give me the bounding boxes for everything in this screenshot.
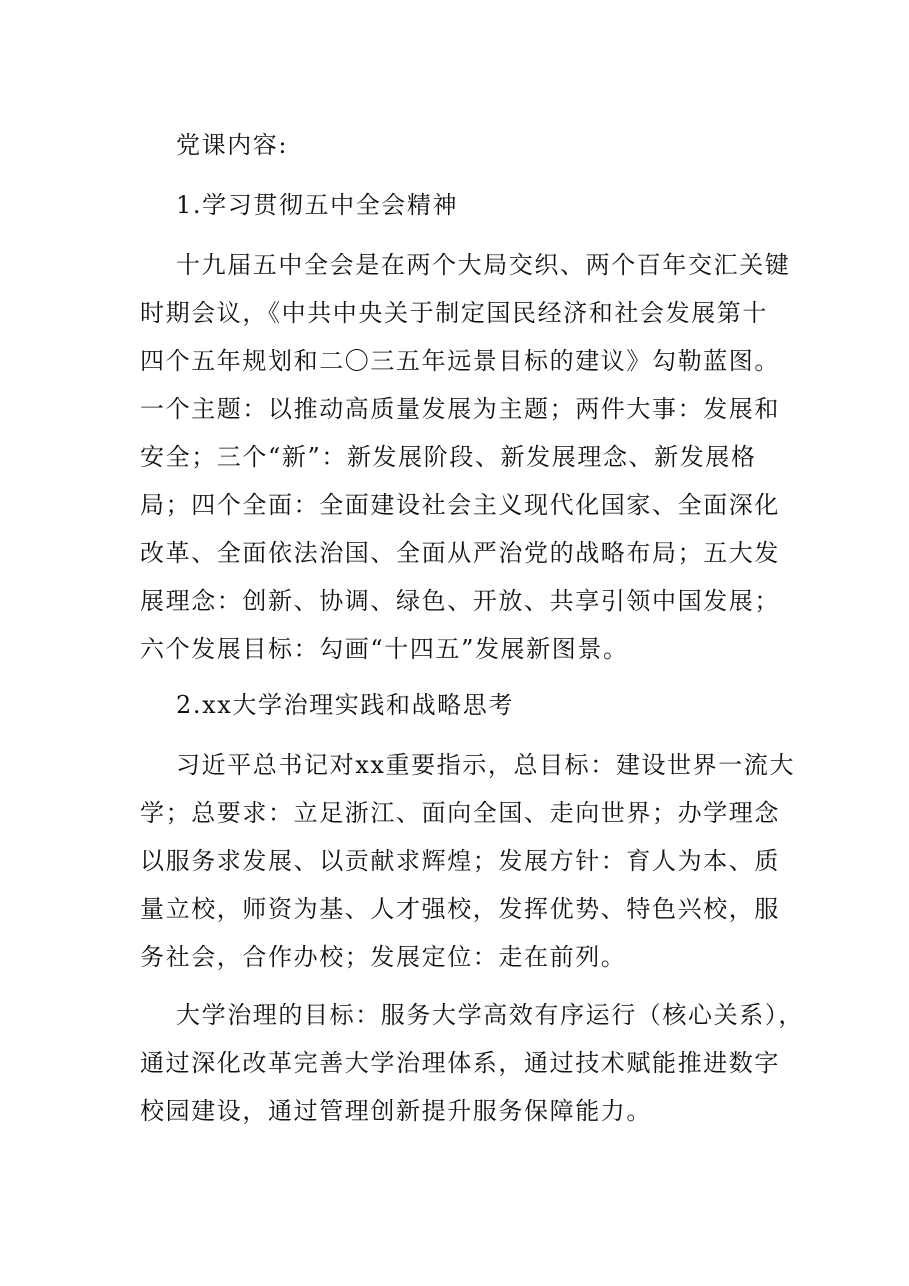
section1-line: 安全；三个“新”：新发展阶段、新发展理念、新发展格 — [140, 443, 757, 471]
section2-para1-line: 学；总要求：立足浙江、面向全国、走向世界；办学理念 — [140, 799, 780, 827]
section1-line: 四个五年规划和二〇三五年远景目标的建议》勾勒蓝图。 — [140, 347, 780, 375]
section1-line: 十九届五中全会是在两个大局交织、两个百年交汇关键 — [176, 251, 791, 279]
section2-para2-line: 校园建设，通过管理创新提升服务保障能力。 — [140, 1097, 652, 1125]
section1-line: 六个发展目标：勾画“十四五”发展新图景。 — [140, 635, 629, 663]
section2-para2-line: 通过深化改革完善大学治理体系，通过技术赋能推进数字 — [140, 1049, 780, 1077]
section1-line: 展理念：创新、协调、绿色、开放、共享引领中国发展； — [140, 587, 780, 615]
section2-para2-line: 大学治理的目标：服务大学高效有序运行（核心关系）， — [176, 1001, 804, 1029]
section1-title: 1.学习贯彻五中全会精神 — [176, 191, 459, 219]
section1-line: 局；四个全面：全面建设社会主义现代化国家、全面深化 — [140, 491, 780, 519]
section2-para1-line: 习近平总书记对xx重要指示，总目标：建设世界一流大 — [176, 751, 796, 779]
section2-title: 2.xx大学治理实践和战略思考 — [176, 691, 514, 719]
section1-line: 时期会议，《中共中央关于制定国民经济和社会发展第十 — [140, 299, 768, 327]
section1-line: 改革、全面依法治国、全面从严治党的战略布局；五大发 — [140, 539, 780, 567]
section2-para1-line: 以服务求发展、以贡献求辉煌；发展方针：育人为本、质 — [140, 847, 780, 875]
section2-para1-line: 量立校，师资为基、人才强校，发挥优势、特色兴校，服 — [140, 895, 780, 923]
section1-line: 一个主题：以推动高质量发展为主题；两件大事：发展和 — [140, 395, 780, 423]
heading: 党课内容: — [176, 131, 289, 159]
section2-para1-line: 务社会，合作办校；发展定位：走在前列。 — [140, 943, 627, 971]
